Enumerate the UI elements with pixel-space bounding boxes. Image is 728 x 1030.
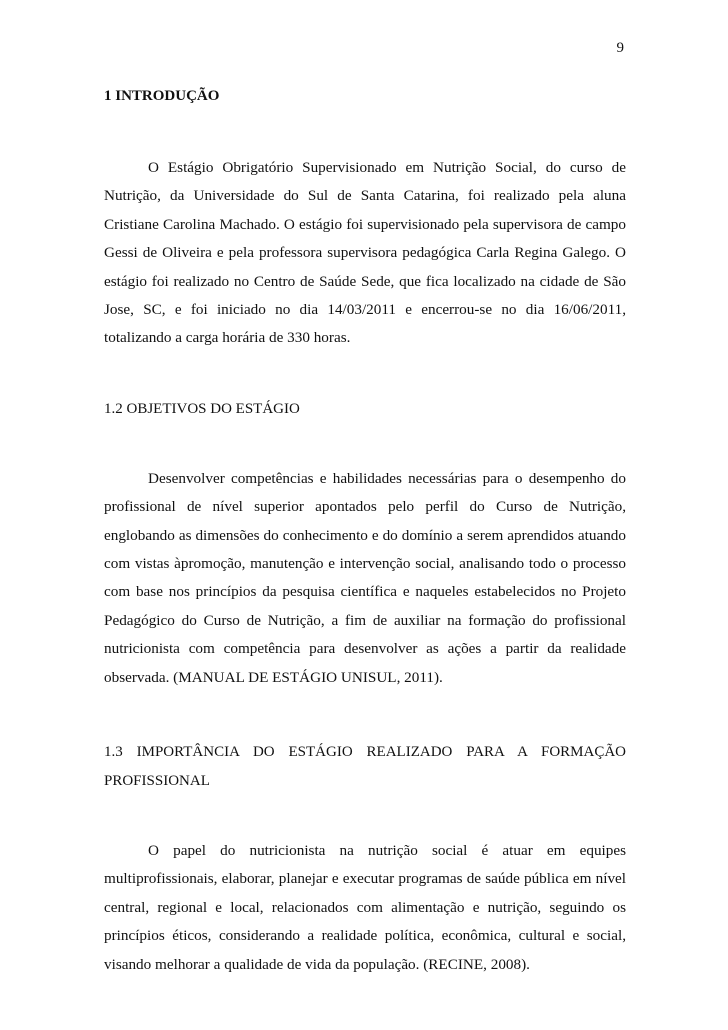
page-content — [104, 86, 626, 979]
paragraph-objetivos: Desenvolver competências e habilidades necessárias para o desempenho do profissional de nível superior apontados pelo perfil do Curso de Nutrição, englobando as dimensões do conhecimento e do domínio a serem aprendidos atuando com vistas àpromoção, manutenção e intervenção social, analisando todo o processo com base nos princípios da pesquisa científica e naqueles estabelecidos no Projeto Pedagógico do Curso de Nutrição, a fim de auxiliar na formação do profissional nutricionista com competência para desenvolver as ações a partir da realidade observada. (MANUAL DE ESTÁGIO UNISUL, 2011). — [104, 469, 626, 686]
section-heading-importancia-line2: PROFISSIONAL — [104, 772, 210, 789]
paragraph-introducao: O Estágio Obrigatório Supervisionado em Nutrição Social, do curso de Nutrição, da Universidade do Sul de Santa Catarina, foi realizado pela aluna Cristiane Carolina Machado. O estágio foi supervisionado pela supervisora de campo Gessi de Oliveira e pela professora supervisora pedagógica Carla Regina Galego. O estágio foi realizado no Centro de Saúde Sede, que fica localizado na cidade de São Jose, SC, e foi iniciado no dia 14/03/2011 e encerrou-se no dia 16/06/2011, totalizando a carga horária de 330 horas. — [104, 159, 626, 347]
paragraph-importancia: O papel do nutricionista na nutrição social é atuar em equipes multiprofissionais, elaborar, planejar e executar programas de saúde pública em nível central, regional e local, relacionados com alimentação e nutrição, seguindo os princípios éticos, considerando a realidade política, econômica, cultural e social, visando melhorar a qualidade de vida da população. (RECINE, 2008). — [104, 841, 626, 973]
page-number: 9 — [616, 40, 624, 56]
section-heading-objetivos: 1.2 OBJETIVOS DO ESTÁGIO — [104, 400, 300, 417]
section-heading-introducao: 1 INTRODUÇÃO — [104, 88, 220, 104]
section-heading-importancia-line1: 1.3 IMPORTÂNCIA DO ESTÁGIO REALIZADO PARA A FORMAÇÃO — [104, 744, 626, 761]
section-heading-importancia — [104, 738, 626, 795]
